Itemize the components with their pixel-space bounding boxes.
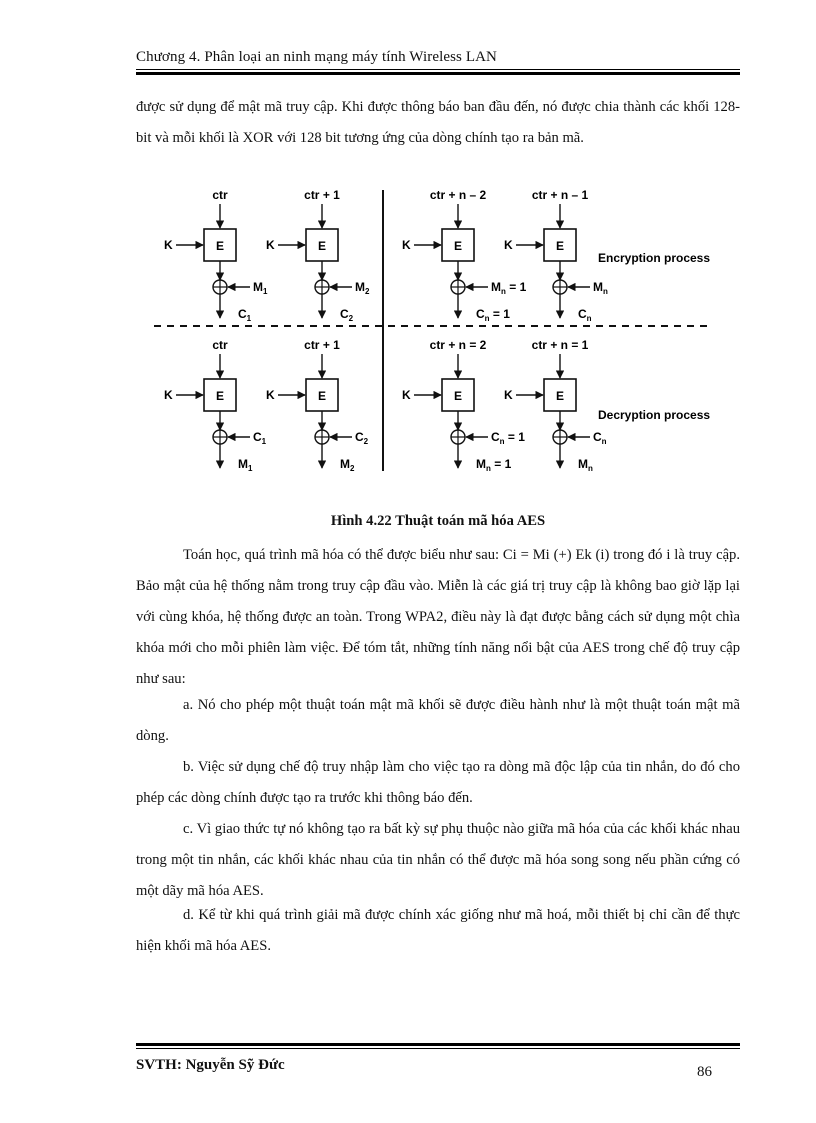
page-number: 86 [697, 1064, 712, 1080]
dec-3-block-label: E [453, 389, 463, 403]
enc-2-key-label: K [266, 238, 275, 252]
header-rule-thin [136, 69, 740, 70]
enc-3-output-label: $C_n = 1$ [476, 307, 510, 323]
dec-2-block-label: E [317, 389, 327, 403]
paragraph-b: b. Việc sử dụng chế độ truy nhập làm cho việc tạo ra dòng mã độc lập của tin nhắn, do đó cho phép các dòng chính được tạo ra trước khi thông báo đến. [136, 759, 740, 806]
dec-4-counter-label: ctr + n = 1 [531, 338, 589, 352]
dec-2-counter-label: ctr + 1 [304, 338, 340, 352]
dec-2-key-label: K [266, 388, 275, 402]
decryption-label: Decryption process [598, 408, 711, 422]
dec-2-input-label: $C_2$ [355, 430, 369, 446]
figure-caption: Hình 4.22 Thuật toán mã hóa AES [330, 513, 546, 529]
dec-4-block-label: E [555, 389, 565, 403]
paragraph-math: Toán học, quá trình mã hóa có thể được biểu như sau: Ci = Mi (+) Ek (i) trong đó i là truy cập. Bảo mật của hệ thống nằm trong truy cập đầu vào. Miễn là các giá trị truy cập là không bao giờ lặp lại với cùng khóa, hệ thống được an toàn. Trong WPA2, điều này là đạt được bằng cách sử dụng một chìa khóa mới cho mỗi phiên làm việc. Để tóm tắt, những tính năng nổi bật của AES trong chế độ truy cập như sau: [136, 547, 740, 687]
dec-1-block-label: E [215, 389, 225, 403]
footer-rule-thin [136, 1048, 740, 1049]
enc-3-counter-label: ctr + n – 2 [429, 188, 487, 202]
dec-3-output-label: $M_n = 1$ [476, 457, 512, 473]
enc-1-key-label: K [164, 238, 173, 252]
enc-2-output-label: $C_2$ [340, 307, 354, 323]
dec-1-input-label: $C_1$ [253, 430, 267, 446]
enc-1-counter-label: ctr [212, 188, 228, 202]
paragraph-d: d. Kể từ khi quá trình giải mã được chính xác giống như mã hoá, mỗi thiết bị chỉ cần để thực hiện khối mã hóa AES. [136, 907, 740, 954]
paragraph-a: a. Nó cho phép một thuật toán mật mã khối sẽ được điều hành như là một thuật toán mật mã dòng. [136, 697, 740, 744]
intro-paragraph: được sử dụng để mật mã truy cập. Khi được thông báo ban đầu đến, nó được chia thành các khối 128-bit và mỗi khối là XOR với 128 bit tương ứng của dòng chính tạo ra bản mã. [136, 99, 740, 146]
enc-4-input-label: $M_n$ [593, 280, 608, 296]
enc-4-counter-label: ctr + n – 1 [531, 188, 589, 202]
enc-4-key-label: K [504, 238, 513, 252]
dec-3-counter-label: ctr + n = 2 [429, 338, 487, 352]
dec-1-counter-label: ctr [212, 338, 228, 352]
enc-3-key-label: K [402, 238, 411, 252]
enc-2-input-label: $M_2$ [355, 280, 370, 296]
enc-1-block-label: E [215, 239, 225, 253]
enc-2-block-label: E [317, 239, 327, 253]
dec-4-output-label: $M_n$ [578, 457, 593, 473]
enc-2-counter-label: ctr + 1 [304, 188, 340, 202]
encryption-label: Encryption process [598, 251, 711, 265]
enc-4-block-label: E [555, 239, 565, 253]
footer-author: SVTH: Nguyễn Sỹ Đức [136, 1057, 285, 1073]
dec-4-input-label: $C_n$ [593, 430, 607, 446]
enc-1-input-label: $M_1$ [253, 280, 268, 296]
enc-3-input-label: $M_n = 1$ [491, 280, 527, 296]
dec-1-key-label: K [164, 388, 173, 402]
enc-1-output-label: $C_1$ [238, 307, 252, 323]
aes-ctr-diagram [150, 186, 730, 486]
dec-3-key-label: K [402, 388, 411, 402]
chapter-title: Chương 4. Phân loại an ninh mạng máy tính Wireless LAN [136, 49, 497, 65]
dec-2-output-label: $M_2$ [340, 457, 355, 473]
dec-3-input-label: $C_n = 1$ [491, 430, 525, 446]
dec-1-output-label: $M_1$ [238, 457, 253, 473]
dec-4-key-label: K [504, 388, 513, 402]
header-rule-thick [136, 72, 740, 75]
enc-4-output-label: $C_n$ [578, 307, 592, 323]
footer-rule-thick [136, 1043, 740, 1046]
enc-3-block-label: E [453, 239, 463, 253]
paragraph-c: c. Vì giao thức tự nó không tạo ra bất kỳ sự phụ thuộc nào giữa mã hóa của các khối khác nhau trong một tin nhắn, các khối khác nhau của tin nhắn có thể được mã hóa song song nếu phần cứng có một dãy mã hóa AES. [136, 821, 740, 899]
aes-ctr-figure [150, 186, 730, 491]
